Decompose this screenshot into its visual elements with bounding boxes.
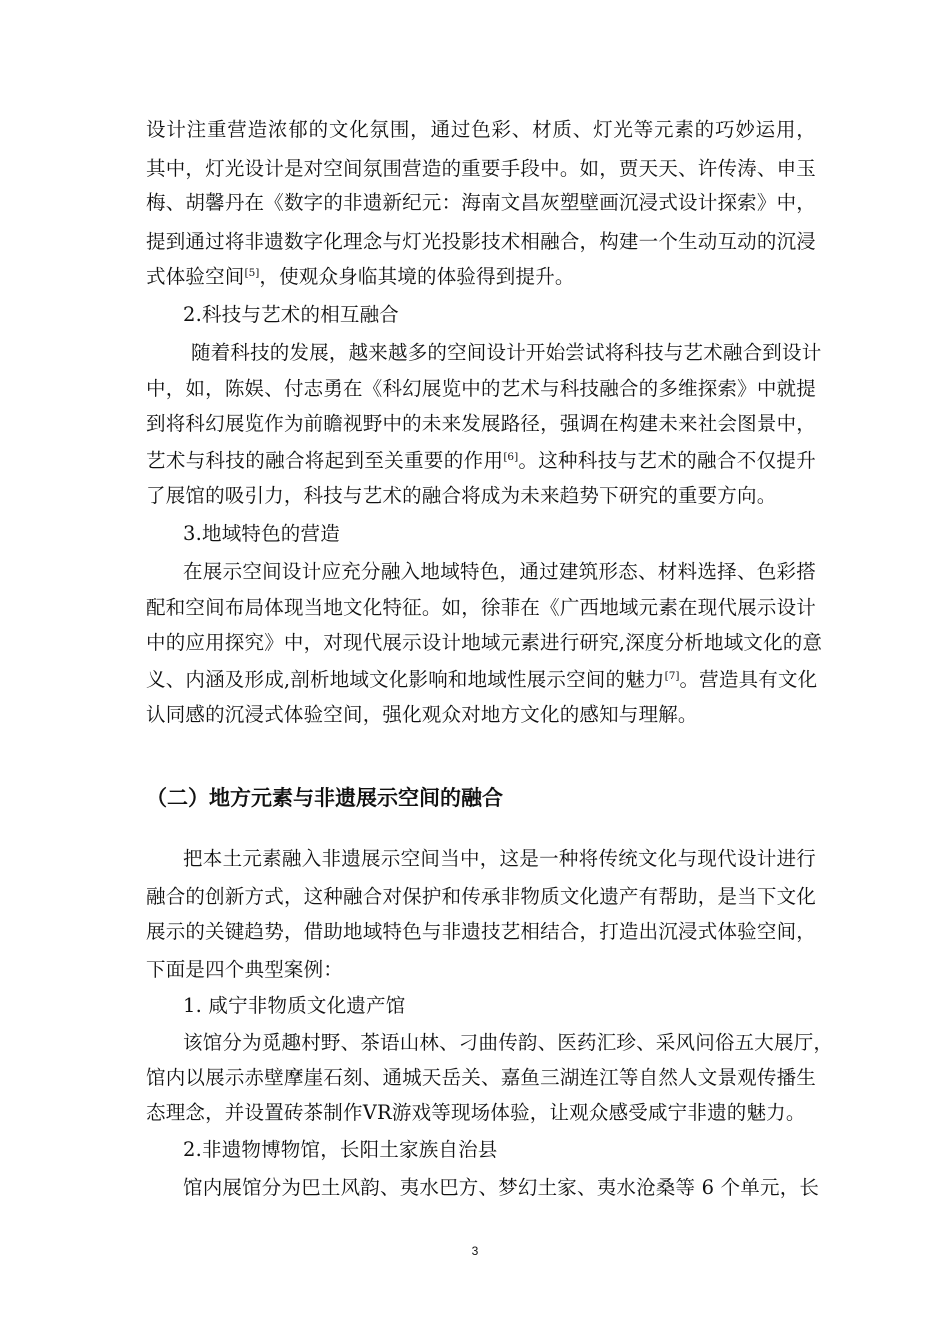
body-text-fragment: ，使观众身临其境的体验得到提升。: [259, 265, 575, 288]
body-text-line: [146, 262, 816, 292]
body-text-line: 融合的创新方式，这种融合对保护和传承非物质文化遗产有帮助，是当下文化: [146, 885, 816, 908]
body-text-fragment: 义、内涵及形成,剖析地域文化影响和地域性展示空间的魅力: [146, 668, 665, 691]
citation-ref: [5]: [244, 267, 260, 279]
body-text-line: 认同感的沉浸式体验空间，强化观众对地方文化的感知与理解。: [146, 703, 698, 726]
body-text-line: 下面是四个典型案例：: [146, 958, 344, 981]
body-text-line: 到将科幻展览作为前瞻视野中的未来发展路径，强调在构建未来社会图景中，: [146, 412, 816, 435]
body-text-line: 该馆分为觅趣村野、茶语山林、刁曲传韵、医药汇珍、采风问俗五大展厅，: [183, 1031, 834, 1054]
subheading-2: 2.科技与艺术的相互融合: [183, 303, 400, 326]
page-number: 3: [471, 1244, 479, 1258]
body-text-line: 把本土元素融入非遗展示空间当中，这是一种将传统文化与现代设计进行: [183, 847, 816, 870]
citation-ref: [6]: [503, 451, 519, 463]
body-text-line: 馆内以展示赤壁摩崖石刻、通城天岳关、嘉鱼三湖连江等自然人文景观传播生: [146, 1066, 816, 1089]
body-text-line: 设计注重营造浓郁的文化氛围，通过色彩、材质、灯光等元素的巧妙运用，: [146, 118, 816, 141]
body-text-line: 了展馆的吸引力，科技与艺术的融合将成为未来趋势下研究的重要方向。: [146, 484, 777, 507]
body-text-line: 配和空间布局体现当地文化特征。如，徐菲在《广西地域元素在现代展示设计: [146, 596, 816, 619]
body-text-line: 在展示空间设计应充分融入地域特色，通过建筑形态、材料选择、色彩搭: [183, 560, 816, 583]
body-text-line: 中，如，陈娱、付志勇在《科幻展览中的艺术与科技融合的多维探索》中就提: [146, 377, 816, 400]
body-text-line: [146, 446, 816, 476]
section-heading: （二）地方元素与非遗展示空间的融合: [146, 786, 503, 810]
body-text-line: 随着科技的发展，越来越多的空间设计开始尝试将科技与艺术融合到设计: [191, 341, 822, 364]
body-text-fragment: 。营造具有文化: [679, 668, 818, 691]
body-text-line: [146, 665, 816, 695]
body-text-fragment: 艺术与科技的融合将起到至关重要的作用: [146, 449, 504, 472]
case-heading-2: 2.非遗物博物馆，长阳土家族自治县: [183, 1138, 498, 1161]
body-text-line: 态理念，并设置砖茶制作VR游戏等现场体验，让观众感受咸宁非遗的魅力。: [146, 1101, 806, 1124]
citation-ref: [7]: [664, 670, 680, 682]
body-text-line: 展示的关键趋势，借助地域特色与非遗技艺相结合，打造出沉浸式体验空间，: [146, 920, 816, 943]
subheading-3: 3.地域特色的营造: [183, 522, 340, 545]
body-text-line: 中的应用探究》中，对现代展示设计地域元素进行研究,深度分析地域文化的意: [146, 631, 823, 654]
case-heading-1: 1. 咸宁非物质文化遗产馆: [183, 994, 406, 1017]
body-text-line: 梅、胡馨丹在《数字的非遗新纪元：海南文昌灰塑壁画沉浸式设计探索》中，: [146, 191, 816, 214]
body-text-line: 其中，灯光设计是对空间氛围营造的重要手段中。如，贾天天、许传涛、申玉: [146, 157, 816, 180]
body-text-fragment: 。这种科技与艺术的融合不仅提升: [518, 449, 816, 472]
body-text-line: 馆内展馆分为巴土风韵、夷水巴方、梦幻土家、夷水沧桑等 6 个单元，长: [183, 1176, 820, 1199]
body-text-line: 提到通过将非遗数字化理念与灯光投影技术相融合，构建一个生动互动的沉浸: [146, 230, 816, 253]
body-text-fragment: 式体验空间: [146, 265, 245, 288]
